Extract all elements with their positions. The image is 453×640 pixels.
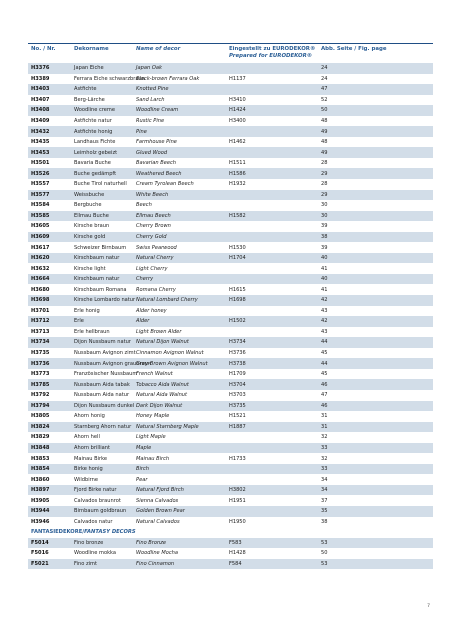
page-ref: 37	[321, 497, 328, 504]
decor-name-de: Kirsche light	[74, 265, 106, 272]
decor-name-en: Pine	[136, 128, 147, 135]
decor-name-de: Ferrara Eiche schwarzbraun	[74, 75, 145, 82]
decor-name-en: White Beech	[136, 191, 169, 198]
page-ref: 47	[321, 86, 328, 93]
decor-name-en: Alder honey	[136, 307, 167, 314]
decor-name-de: Astfichte honig	[74, 128, 113, 135]
decor-name-en: Sand Larch	[136, 96, 165, 103]
table-row	[28, 369, 433, 380]
decor-name-de: Nussbaum Avignon graubraun	[74, 360, 152, 367]
decor-name-de: Astfichte	[74, 86, 97, 93]
decor-number: H3905	[31, 497, 50, 504]
page-ref: 46	[321, 402, 328, 409]
table-row	[28, 327, 433, 338]
decor-number: H3605	[31, 223, 50, 230]
table-row	[28, 179, 433, 190]
eurodekor-ref: H1511	[229, 160, 246, 167]
decor-name-de: Buche Tirol naturhell	[74, 181, 127, 188]
decor-name-de: Wildbirne	[74, 476, 99, 483]
decor-name-en: Woodline Mocha	[136, 550, 178, 557]
decor-name-de: Fino bronze	[74, 539, 104, 546]
header-page: Abb. Seite / Fig. page	[321, 46, 387, 52]
decor-name-en: Golden Brown Pear	[136, 508, 185, 515]
decor-name-de: Ellmau Buche	[74, 212, 109, 219]
page-ref: 40	[321, 276, 328, 283]
table-row	[28, 126, 433, 137]
eurodekor-ref: H1530	[229, 244, 246, 251]
decor-name-de: Fjord Birke natur	[74, 487, 117, 494]
page-ref: 45	[321, 371, 328, 378]
page-ref: 50	[321, 550, 328, 557]
page-number: 7	[427, 604, 430, 609]
eurodekor-ref: H1424	[229, 107, 246, 114]
decor-number: H3860	[31, 476, 50, 483]
decor-number: H3734	[31, 339, 50, 346]
page-ref: 35	[321, 508, 328, 515]
decor-number: H3736	[31, 360, 50, 367]
decor-name-en: Light Brown Alder	[136, 328, 182, 335]
decor-name-de: Ahorn hell	[74, 434, 100, 441]
table-body-fantasy	[28, 538, 433, 570]
table-row	[28, 422, 433, 433]
table-row	[28, 306, 433, 317]
decor-name-en: Cherry	[136, 276, 154, 283]
decor-name-en: Farmhouse Pine	[136, 139, 177, 146]
decor-number: H3854	[31, 466, 50, 473]
table-row	[28, 284, 433, 295]
decor-name-en: Light Maple	[136, 434, 166, 441]
eurodekor-ref: H3734	[229, 339, 246, 346]
decor-name-de: Astfichte natur	[74, 118, 112, 124]
section-separator: /	[82, 529, 85, 536]
decor-number: H3435	[31, 139, 50, 146]
decor-name-en: Woodline Cream	[136, 107, 179, 114]
decor-name-de: Kirschbaum natur	[74, 276, 120, 283]
section-fantasy-decors	[28, 527, 433, 538]
table-row	[28, 211, 433, 222]
page-ref: 48	[321, 118, 328, 124]
decor-number: H3944	[31, 508, 50, 515]
decor-number: H3501	[31, 160, 50, 167]
header-decor-name-en: Name of decor	[136, 46, 181, 52]
eurodekor-ref: H1698	[229, 297, 246, 304]
decor-name-de: Schweizer Birnbaum	[74, 244, 127, 251]
page-ref: 34	[321, 476, 328, 483]
decor-name-de: Dijon Nussbaum dunkel	[74, 402, 135, 409]
decor-number: H3792	[31, 392, 50, 399]
page-ref: 28	[321, 181, 328, 188]
decor-number: H3829	[31, 434, 50, 441]
table-row	[28, 221, 433, 232]
decor-number: H3853	[31, 455, 50, 462]
page-ref: 29	[321, 170, 328, 177]
page-ref: 53	[321, 539, 328, 546]
decor-name-en: Japan Oak	[136, 65, 162, 72]
page-ref: 39	[321, 223, 328, 230]
decor-name-de: Erle	[74, 318, 84, 325]
table-row	[28, 295, 433, 306]
table-row	[28, 263, 433, 274]
decor-name-de: Woodline mokka	[74, 550, 117, 557]
decor-name-de: Berg-Lärche	[74, 96, 105, 103]
page-ref: 49	[321, 128, 328, 135]
page-ref: 47	[321, 392, 328, 399]
decor-number: H3453	[31, 149, 50, 156]
page-ref: 41	[321, 286, 328, 293]
decor-name-de: Japan Eiche	[74, 65, 104, 72]
decor-name-de: Leimholz gebeizt	[74, 149, 118, 156]
table-row	[28, 559, 433, 570]
header-eurodekor-en: Prepared for EURODEKOR®	[229, 52, 313, 59]
table-row	[28, 105, 433, 116]
eurodekor-ref: H3736	[229, 350, 246, 357]
page-ref: 29	[321, 191, 328, 198]
decor-number: H3620	[31, 255, 50, 262]
eurodekor-ref: H1950	[229, 518, 246, 525]
eurodekor-ref: H1733	[229, 455, 246, 462]
table-row	[28, 147, 433, 158]
decor-name-en: Grey-Brown Avignon Walnut	[136, 360, 208, 367]
eurodekor-ref: H3703	[229, 392, 246, 399]
table-row	[28, 464, 433, 475]
page-ref: 31	[321, 413, 328, 420]
eurodekor-ref: F584	[229, 560, 242, 567]
page-ref: 34	[321, 487, 328, 494]
page-ref: 46	[321, 381, 328, 388]
decor-name-en: Dark Dijon Walnut	[136, 402, 183, 409]
decor-name-de: Bavaria Buche	[74, 160, 111, 167]
decor-number: H3609	[31, 234, 50, 241]
eurodekor-ref: H1582	[229, 212, 246, 219]
eurodekor-ref: H1521	[229, 413, 246, 420]
header-eurodekor-de: Eingestellt zu EURODEKOR®	[229, 46, 316, 52]
decor-name-de: Woodline creme	[74, 107, 116, 114]
decor-name-en: Light Cherry	[136, 265, 168, 272]
decor-number: H3785	[31, 381, 50, 388]
decor-name-en: Bavarian Beech	[136, 160, 177, 167]
eurodekor-ref: H1709	[229, 371, 246, 378]
eurodekor-ref: H3400	[229, 118, 246, 124]
decor-name-de: Kirsche braun	[74, 223, 110, 230]
decor-number: H3408	[31, 107, 50, 114]
table-row	[28, 401, 433, 412]
decor-number: H3632	[31, 265, 50, 272]
decor-number: F5016	[31, 550, 49, 557]
table-row	[28, 158, 433, 169]
table-row	[28, 74, 433, 85]
decor-name-en: Swiss Pearwood	[136, 244, 177, 251]
decor-name-en: French Walnut	[136, 371, 173, 378]
table-row	[28, 538, 433, 549]
table-body	[28, 63, 433, 527]
decor-name-en: Romana Cherry	[136, 286, 176, 293]
decor-name-en: Natural Cherry	[136, 255, 174, 262]
page-ref: 41	[321, 265, 328, 272]
table-row	[28, 517, 433, 528]
decor-number: H3701	[31, 307, 50, 314]
decor-name-en: Cherry Brown	[136, 223, 171, 230]
decor-name-en: Honey Maple	[136, 413, 170, 420]
page-ref: 28	[321, 160, 328, 167]
decor-number: H3407	[31, 96, 50, 103]
section-title-en: FANTASY DECORS	[84, 529, 136, 536]
eurodekor-ref: F583	[229, 539, 242, 546]
decor-name-de: Birnbaum goldbraun	[74, 508, 127, 515]
decor-name-de: Kirsche Lombardo natur	[74, 297, 136, 304]
decor-name-en: Beech	[136, 202, 152, 209]
decor-name-de: Starnberg Ahorn natur	[74, 423, 132, 430]
decor-number: H3577	[31, 191, 50, 198]
decor-name-en: Knotted Pine	[136, 86, 169, 93]
decor-name-de: Dijon Nussbaum natur	[74, 339, 131, 346]
table-row	[28, 95, 433, 106]
decor-number: H3557	[31, 181, 50, 188]
page-ref: 43	[321, 307, 328, 314]
table-row	[28, 495, 433, 506]
decor-number: H3403	[31, 86, 50, 93]
decor-number: H3712	[31, 318, 50, 325]
page-ref: 49	[321, 149, 328, 156]
eurodekor-ref: H1615	[229, 286, 246, 293]
eurodekor-ref: H3410	[229, 96, 246, 103]
decor-number: H3585	[31, 212, 50, 219]
table-row	[28, 548, 433, 559]
table-row	[28, 63, 433, 74]
header-number: No. / Nr.	[31, 46, 56, 52]
table-row	[28, 242, 433, 253]
table-row	[28, 316, 433, 327]
header-decor-name-de: Dekorname	[74, 46, 109, 52]
decor-name-de: Kirschbaum Romana	[74, 286, 127, 293]
table-row	[28, 358, 433, 369]
decor-name-en: Alder	[136, 318, 150, 325]
decor-name-en: Cherry Gold	[136, 234, 167, 241]
eurodekor-ref: H1137	[229, 75, 246, 82]
page-ref: 53	[321, 560, 328, 567]
decor-number: H3432	[31, 128, 50, 135]
eurodekor-ref: H1428	[229, 550, 246, 557]
page-ref: 44	[321, 360, 328, 367]
eurodekor-ref: H3704	[229, 381, 246, 388]
decor-number: H3946	[31, 518, 50, 525]
table-row	[28, 190, 433, 201]
page-ref: 24	[321, 65, 328, 72]
decor-name-de: Birke honig	[74, 466, 103, 473]
decor-name-en: Weathered Beech	[136, 170, 182, 177]
decor-name-de: Kirschbaum natur	[74, 255, 120, 262]
table-row	[28, 253, 433, 264]
table-row	[28, 379, 433, 390]
page-ref: 38	[321, 234, 328, 241]
page-ref: 48	[321, 139, 328, 146]
decor-name-de: Weissbuche	[74, 191, 105, 198]
eurodekor-ref: H1462	[229, 139, 246, 146]
decor-number: H3680	[31, 286, 50, 293]
decor-name-de: Erle honig	[74, 307, 100, 314]
decor-name-en: Maple	[136, 444, 152, 451]
section-title-de: FANTASIEDEKORE	[31, 529, 83, 536]
page-ref: 38	[321, 518, 328, 525]
decor-number: H3824	[31, 423, 50, 430]
page-ref: 32	[321, 434, 328, 441]
decor-number: H3773	[31, 371, 50, 378]
decor-number: H3617	[31, 244, 50, 251]
decor-name-en: Rustic Pine	[136, 118, 165, 124]
decor-name-en: Natural Lombard Cherry	[136, 297, 198, 304]
decor-name-en: Birch	[136, 466, 150, 473]
page-ref: 32	[321, 455, 328, 462]
decor-name-en: Natural Fjord Birch	[136, 487, 184, 494]
page-ref: 44	[321, 339, 328, 346]
decor-name-de: Nussbaum Aida tabak	[74, 381, 130, 388]
decor-name-en: Glued Wood	[136, 149, 168, 156]
decor-number: H3409	[31, 118, 50, 124]
decor-number: H3848	[31, 444, 50, 451]
decor-name-de: Calvados natur	[74, 518, 113, 525]
decor-number: H3794	[31, 402, 50, 409]
decor-number: F5021	[31, 560, 49, 567]
table-row	[28, 348, 433, 359]
decor-number: H3376	[31, 65, 50, 72]
page-ref: 31	[321, 423, 328, 430]
decor-number: H3713	[31, 328, 50, 335]
decor-name-en: Sienna Calvados	[136, 497, 179, 504]
decor-name-en: Cream Tyrolean Beech	[136, 181, 194, 188]
table-row	[28, 337, 433, 348]
decor-number: H3805	[31, 413, 50, 420]
decor-name-en: Natural Starnberg Maple	[136, 423, 199, 430]
page-ref: 50	[321, 107, 328, 114]
decor-number: H3735	[31, 350, 50, 357]
decor-table	[28, 43, 433, 569]
decor-name-de: Buche gedämpft	[74, 170, 117, 177]
decor-number: F5014	[31, 539, 49, 546]
decor-name-de: Ahorn brilliant	[74, 444, 111, 451]
page-ref: 30	[321, 202, 328, 209]
decor-name-de: Nussbaum Avignon zimt	[74, 350, 136, 357]
decor-number: H3897	[31, 487, 50, 494]
decor-name-en: Fino Cinnamon	[136, 560, 175, 567]
decor-name-de: Landhaus Fichte	[74, 139, 116, 146]
decor-name-de: Bergbuche	[74, 202, 102, 209]
decor-number: H3526	[31, 170, 50, 177]
table-header	[28, 43, 433, 63]
decor-name-en: Cinnamon Avignon Walnut	[136, 350, 204, 357]
decor-name-en: Ellmau Beech	[136, 212, 171, 219]
table-row	[28, 443, 433, 454]
page-ref: 33	[321, 466, 328, 473]
page-ref: 30	[321, 212, 328, 219]
decor-name-de: Französischer Nussbaum	[74, 371, 138, 378]
eurodekor-ref: H1887	[229, 423, 246, 430]
table-row	[28, 168, 433, 179]
decor-name-de: Nussbaum Aida natur	[74, 392, 130, 399]
decor-name-de: Erle hellbraun	[74, 328, 110, 335]
decor-name-en: Black-brown Ferrara Oak	[136, 75, 200, 82]
table-row	[28, 137, 433, 148]
decor-name-en: Fino Bronze	[136, 539, 167, 546]
decor-name-en: Natural Calvados	[136, 518, 180, 525]
page-ref: 39	[321, 244, 328, 251]
table-row	[28, 200, 433, 211]
decor-name-en: Tobacco Aida Walnut	[136, 381, 189, 388]
table-row	[28, 474, 433, 485]
eurodekor-ref: H1502	[229, 318, 246, 325]
decor-name-de: Kirsche gold	[74, 234, 106, 241]
decor-name-de: Ahorn honig	[74, 413, 105, 420]
page-ref: 24	[321, 75, 328, 82]
table-row	[28, 274, 433, 285]
table-row	[28, 390, 433, 401]
eurodekor-ref: H1932	[229, 181, 246, 188]
table-row	[28, 506, 433, 517]
page-ref: 42	[321, 318, 328, 325]
decor-name-de: Mainau Birke	[74, 455, 108, 462]
decor-name-en: Natural Dijon Walnut	[136, 339, 189, 346]
decor-name-en: Mainau Birch	[136, 455, 170, 462]
page-ref: 40	[321, 255, 328, 262]
table-row	[28, 411, 433, 422]
table-row	[28, 232, 433, 243]
eurodekor-ref: H3802	[229, 487, 246, 494]
eurodekor-ref: H3738	[229, 360, 246, 367]
table-row	[28, 84, 433, 95]
eurodekor-ref: H1586	[229, 170, 246, 177]
header-eurodekor	[226, 46, 318, 59]
page-ref: 52	[321, 96, 328, 103]
decor-number: H3664	[31, 276, 50, 283]
page-ref: 45	[321, 350, 328, 357]
decor-name-en: Pear	[136, 476, 148, 483]
decor-number: H3698	[31, 297, 50, 304]
table-row	[28, 432, 433, 443]
page-ref: 33	[321, 444, 328, 451]
eurodekor-ref: H3735	[229, 402, 246, 409]
table-row	[28, 485, 433, 496]
decor-name-en: Natural Aida Walnut	[136, 392, 188, 399]
decor-name-de: Fino zimt	[74, 560, 97, 567]
eurodekor-ref: H1951	[229, 497, 246, 504]
decor-number: H3389	[31, 75, 50, 82]
page-ref: 42	[321, 297, 328, 304]
table-row	[28, 116, 433, 127]
table-row	[28, 453, 433, 464]
page-ref: 43	[321, 328, 328, 335]
eurodekor-ref: H1704	[229, 255, 246, 262]
decor-name-de: Calvados braunrot	[74, 497, 121, 504]
decor-number: H3584	[31, 202, 50, 209]
